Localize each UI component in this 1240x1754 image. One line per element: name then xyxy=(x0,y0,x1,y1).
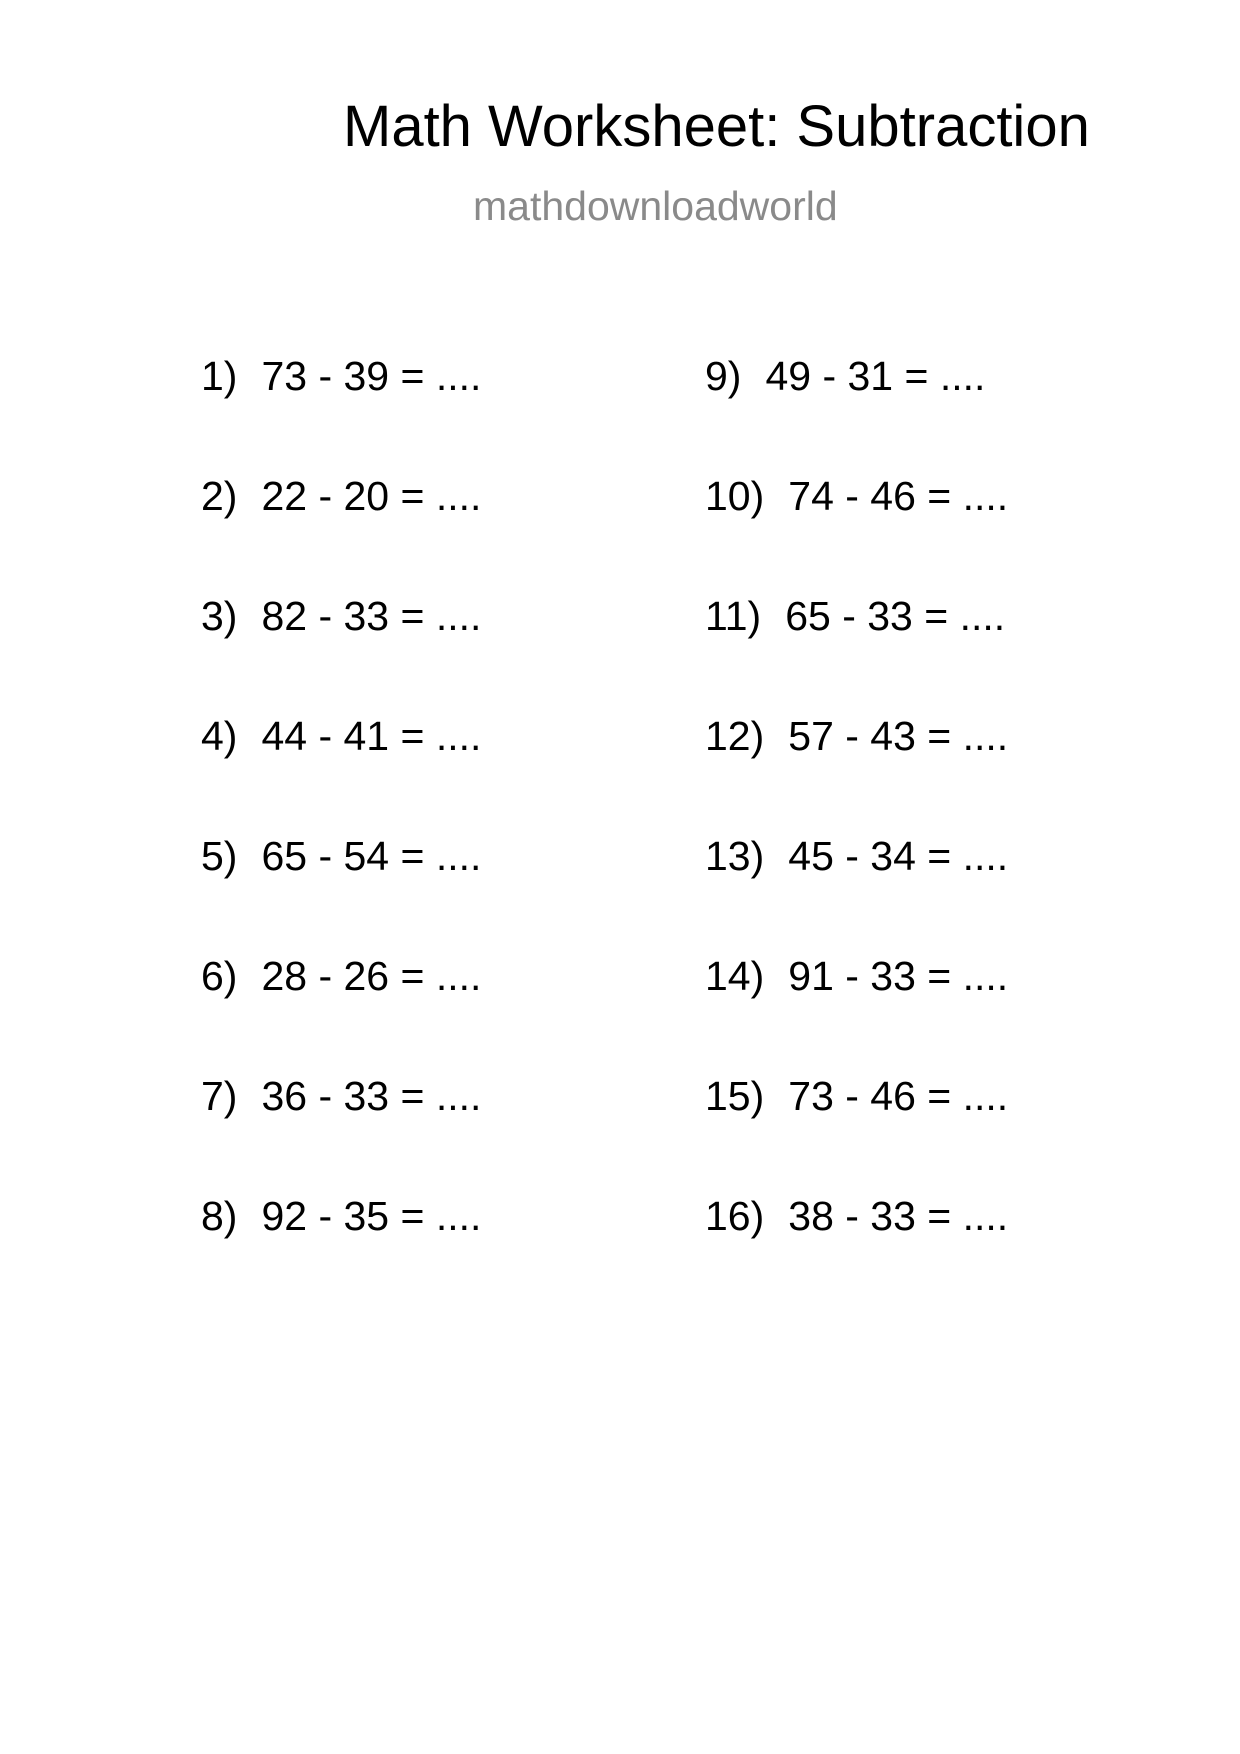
problem-expression: 73 - 46 = .... xyxy=(788,1073,1009,1119)
problem-expression: 65 - 54 = .... xyxy=(261,833,482,879)
problem-expression: 45 - 34 = .... xyxy=(788,833,1009,879)
problem-number: 6) xyxy=(201,953,238,999)
problem-number: 8) xyxy=(201,1193,238,1239)
problem-expression: 49 - 31 = .... xyxy=(765,353,986,399)
problem-number: 10) xyxy=(705,473,765,519)
problem-item xyxy=(201,1193,482,1239)
problem-item xyxy=(201,953,482,999)
problem-item xyxy=(201,593,482,639)
problem-number: 16) xyxy=(705,1193,765,1239)
problem-expression: 22 - 20 = .... xyxy=(261,473,482,519)
problem-item xyxy=(705,953,1009,999)
problem-expression: 28 - 26 = .... xyxy=(261,953,482,999)
problem-item xyxy=(705,833,1009,879)
problem-item xyxy=(705,593,1006,639)
problem-number: 2) xyxy=(201,473,238,519)
problem-number: 11) xyxy=(705,593,762,639)
problem-number: 14) xyxy=(705,953,765,999)
problem-number: 4) xyxy=(201,713,238,759)
problem-item xyxy=(201,713,482,759)
problem-expression: 44 - 41 = .... xyxy=(261,713,482,759)
problem-item xyxy=(201,353,482,399)
problem-expression: 82 - 33 = .... xyxy=(261,593,482,639)
problem-expression: 57 - 43 = .... xyxy=(788,713,1009,759)
page-title: Math Worksheet: Subtraction xyxy=(343,94,1090,159)
problem-expression: 92 - 35 = .... xyxy=(261,1193,482,1239)
problem-number: 13) xyxy=(705,833,765,879)
problem-item xyxy=(201,473,482,519)
problem-number: 5) xyxy=(201,833,238,879)
page-subtitle: mathdownloadworld xyxy=(473,183,838,229)
problem-number: 3) xyxy=(201,593,238,639)
problem-item xyxy=(705,353,986,399)
problem-expression: 65 - 33 = .... xyxy=(785,593,1006,639)
problem-item xyxy=(705,1193,1009,1239)
problem-item xyxy=(705,473,1009,519)
problem-number: 1) xyxy=(201,353,238,399)
problem-item xyxy=(201,833,482,879)
problem-expression: 73 - 39 = .... xyxy=(261,353,482,399)
problem-number: 12) xyxy=(705,713,765,759)
problem-number: 15) xyxy=(705,1073,765,1119)
problem-item xyxy=(705,713,1009,759)
problem-expression: 74 - 46 = .... xyxy=(788,473,1009,519)
problem-expression: 91 - 33 = .... xyxy=(788,953,1009,999)
problem-item xyxy=(201,1073,482,1119)
problem-item xyxy=(705,1073,1009,1119)
problem-number: 9) xyxy=(705,353,742,399)
problem-expression: 36 - 33 = .... xyxy=(261,1073,482,1119)
problem-number: 7) xyxy=(201,1073,238,1119)
problem-expression: 38 - 33 = .... xyxy=(788,1193,1009,1239)
